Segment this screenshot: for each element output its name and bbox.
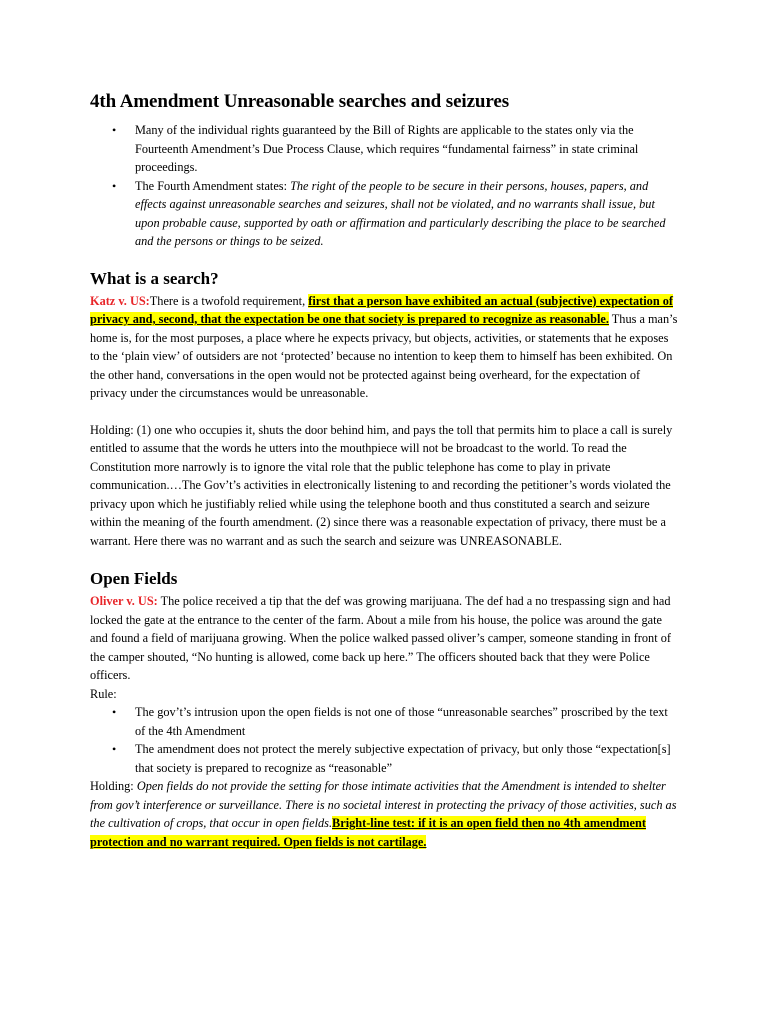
oliver-facts: The police received a tip that the def was growing marijuana. The def had a no trespassing sign and had locked the gate at the entrance to the center of the farm. About a mile from his house, the police was around the gate and found a field of marijuana growing. When the police walked passed oliver’s camper, someone standing in front of the camper shouted, “No hunting is allowed, come back up here.” The officers shouted back that they were Police officers. — [90, 594, 671, 682]
katz-paragraph — [90, 292, 678, 403]
rule-label: Rule: — [90, 686, 117, 701]
document-body — [90, 90, 678, 851]
oliver-holding-text: Open fields do not provide the setting for those intimate activities that the Amendment is intended to shelter from gov’t interference or surveillance. There is no societal interest in protecting the privacy of those activities, such as the cultivation of crops, that occur in open fields. — [90, 779, 677, 830]
katz-explanation: Thus a man’s home is, for the most purposes, a place where he expects privacy, but objects, activities, or statements that he exposes to the ‘plain view’ of outsiders are not ‘protected’ because no intention to keep them to himself has been exhibited. On the other hand, conversations in the open would not be protected against being overheard, for the expectation of privacy under the circumstances would be unreasonable. — [90, 312, 678, 400]
rule-bullet: • The amendment does not protect the merely subjective expectation of privacy, but only those “expectation[s] that society is prepared to recognize as “reasonable” — [90, 740, 678, 777]
oliver-paragraph — [90, 592, 678, 685]
search-heading: What is a search? — [90, 268, 219, 288]
intro-bullet-list — [90, 121, 678, 251]
rule-bullet: • The gov’t’s intrusion upon the open fields is not one of those “unreasonable searches” proscribed by the text of the 4th Amendment — [90, 703, 678, 740]
katz-highlighted-rule: first that a person have exhibited an actual (subjective) expectation of privacy and, second, that the expectation be one that society is prepared to recognize as reasonable. — [90, 293, 673, 326]
bright-line-test-highlight: Bright-line test: if it is an open field then no 4th amendment protection and no warrant required. Open fields is not cartilage. — [90, 816, 646, 849]
katz-holding: Holding: (1) one who occupies it, shuts the door behind him, and pays the toll that permits him to place a call is surely entitled to assume that the words he utters into the mouthpiece will not be broadcast to the world. To read the Constitution more narrowly is to ignore the vital role that the public telephone has come to play in private communication.…The Gov’t’s activities in electronically listening to and recording the petitioner’s words violated the privacy upon which he justifiably relied while using the telephone booth and thus constituted a search and seizure within the meaning of the fourth amendment. (2) since there was a reasonable expectation of privacy, there must be a warrant. Here there was no warrant and as such the search and seizure was UNREASONABLE. — [90, 422, 673, 548]
katz-intro-text: There is a twofold requirement, — [149, 293, 309, 308]
katz-case-name: Katz v. US: — [90, 293, 150, 308]
fourth-amendment-lead: The Fourth Amendment states: — [135, 178, 291, 193]
open-fields-heading: Open Fields — [90, 569, 178, 588]
fourth-amendment-quote: The right of the people to be secure in their persons, houses, papers, and effects against unreasonable searches and seizures, shall not be violated, and no warrants shall issue, but upon probable cause, supported by oath or affirmation and particularly describing the place to be searched and the persons or things to be seized. — [135, 178, 666, 248]
oliver-case-name: Oliver v. US: — [90, 594, 158, 608]
intro-bullet-fourth-amendment — [90, 177, 678, 251]
rule-bullet-list — [90, 703, 678, 777]
oliver-holding — [90, 777, 678, 851]
document-title: 4th Amendment Unreasonable searches and seizures — [90, 91, 510, 112]
oliver-holding-label: Holding: — [90, 779, 137, 793]
intro-bullet-due-process: • Many of the individual rights guaranteed by the Bill of Rights are applicable to the states only via the Fourteenth Amendment’s Due Process Clause, which requires “fundamental fairness” in state criminal proceedings. — [90, 121, 678, 177]
